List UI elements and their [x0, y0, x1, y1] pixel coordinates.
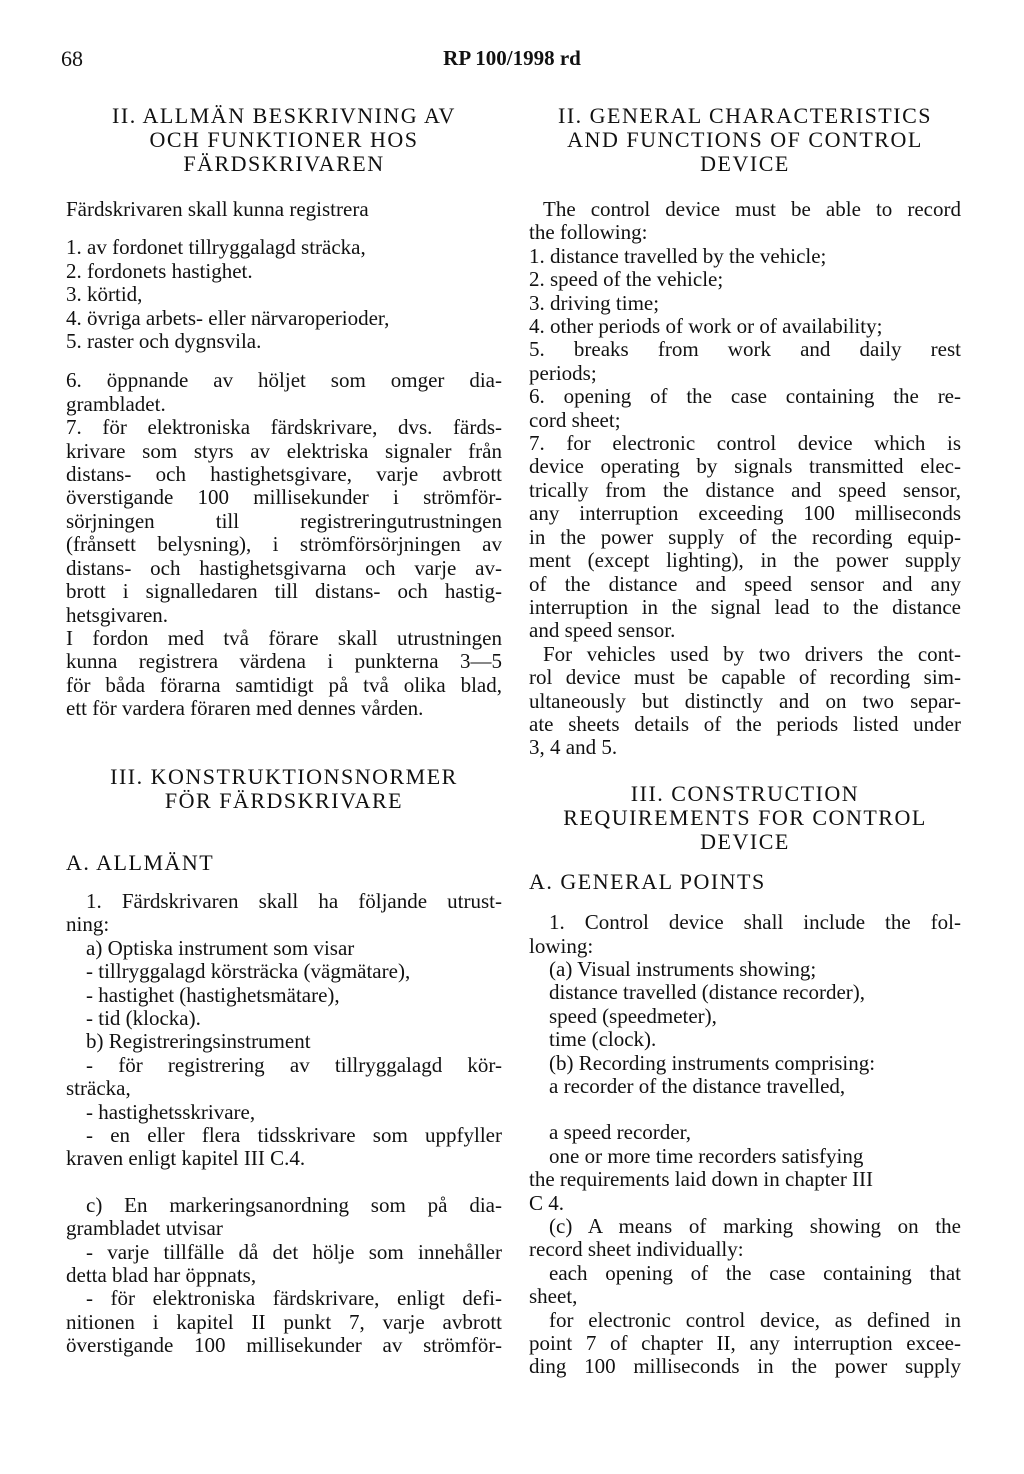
instruments-list-sv: a) Optiska instrument som visar - tillryggalagd körsträcka (vägmätare), - hastighet (hastighetsmätare), - tid (klocka). b) Registreringsinstrument	[86, 935, 411, 1054]
subsection-a-heading-en: A. GENERAL POINTS	[529, 868, 766, 894]
document-reference: RP 100/1998 rd	[443, 46, 581, 70]
paragraph-1-en: 1. Control device shall include the fol- lowing:	[529, 910, 961, 958]
list-item: 3. körtid,	[66, 282, 143, 307]
section-iii-heading-sv: III. KONSTRUKTIONSNORMER FÖR FÄRDSKRIVARE	[110, 763, 458, 813]
list-item: 1. av fordonet tillryggalagd sträcka,	[66, 235, 366, 260]
section-ii-heading-en: II. GENERAL CHARACTERISTICS AND FUNCTIONS OF CONTROL DEVICE	[558, 103, 932, 176]
page-number: 68	[61, 46, 83, 71]
list-item: 2. fordonets hastighet.	[66, 258, 253, 283]
item-7-sv: 7. för elektroniska färdskrivare, dvs. färds- krivare som styrs av elektriska signaler från distans- och hastighetsgivare, varje avbrott överstigande 100 millisekunder i strömför- sörjningen till registreringutrustningen (frånsett belysning), i strömförsörjningen av distans- och hastighetsgivarna och varje av- brott i signalledaren till distans- och hastig- hetsgivaren.	[66, 415, 502, 627]
instruments-list-en: (a) Visual instruments showing; distance travelled (distance recorder), speed (speedmeter), time (clock). (b) Recording instruments comprising: a recorder of the distance travelled,	[549, 956, 876, 1098]
marking-device-en: (c) A means of marking showing on the record sheet individually: each opening of the case containing that sheet, for electronic control device, as defined in point 7 of chapter II, any interruption excee- ding 100 milliseconds in the power supply	[529, 1214, 961, 1379]
intro-text-sv: Färdskrivaren skall kunna registrera	[66, 197, 369, 221]
list-item: 4. other periods of work or of availability;	[529, 314, 883, 339]
english-column	[529, 104, 961, 1379]
list-item: 3. driving time;	[529, 290, 660, 315]
recording-list-sv: - för registrering av tillryggalagd kör- sträcka, - hastighetsskrivare, - en eller flera tidsskrivare som uppfyller kraven enligt kapitel III C.4.	[66, 1052, 502, 1171]
running-header	[0, 46, 1024, 76]
record-list-sv	[66, 236, 502, 353]
marking-device-sv: c) En markeringsanordning som på dia- grambladet utvisar - varje tillfälle då det hölje som innehåller detta blad har öppnats, - för elektroniska färdskrivare, enligt defi- nitionen i kapitel II punkt 7, varje avbrott överstigande 100 millisekunder av strömför-	[66, 1192, 502, 1358]
item-7-en: 7. for electronic control device which is device operating by signals transmitted elec- trically from the distance and speed sensor, any interruption exceeding 100 milliseconds in the power supply of the recording equip- ment (except lighting), in the power supply of the distance and speed sensor and any interruption in the signal lead to the distance and speed sensor.	[529, 431, 961, 643]
record-list-en: 1. distance travelled by the vehicle; 2. speed of the vehicle; 3. driving time; 4. other periods of work or of availability; 5. breaks from work and daily rest periods;	[529, 243, 961, 385]
list-item: 5. breaks from work and daily rest	[529, 337, 961, 362]
section-iii-heading-en: III. CONSTRUCTION REQUIREMENTS FOR CONTROL DEVICE	[563, 780, 927, 854]
section-ii-heading-sv: II. ALLMÄN BESKRIVNING AV OCH FUNKTIONER HOS FÄRDSKRIVAREN	[112, 103, 456, 176]
item-6-en: 6. opening of the case containing the re- cord sheet;	[529, 384, 961, 432]
list-item: 2. speed of the vehicle;	[529, 267, 724, 292]
two-drivers-paragraph-sv: I fordon med två förare skall utrustningen kunna registrera värdena i punkterna 3—5 för båda förarna samtidigt på två olika blad, ett för vardera föraren med dennes vården.	[66, 625, 502, 721]
list-item: 4. övriga arbets- eller närvaroperioder,	[66, 305, 390, 330]
paragraph-1-sv: 1. Färdskrivaren skall ha följande utrust- ning:	[66, 888, 502, 937]
swedish-column	[66, 104, 502, 1358]
two-drivers-paragraph-en: For vehicles used by two drivers the cont- rol device must be capable of recording sim- ultaneously but distinctly and on two separ- ate sheets details of the periods listed under 3, 4 and 5.	[529, 641, 961, 760]
recording-list-en: a speed recorder, one or more time recorders satisfying the requirements laid down in chapter III C 4.	[529, 1120, 874, 1215]
subsection-a-heading-sv: A. ALLMÄNT	[66, 849, 215, 875]
list-item: 5. raster och dygnsvila.	[66, 329, 262, 354]
intro-text-en: The control device must be able to record the following:	[529, 197, 961, 245]
list-item: 1. distance travelled by the vehicle;	[529, 243, 827, 268]
item-6-sv: 6. öppnande av höljet som omger dia- grambladet.	[66, 368, 502, 416]
